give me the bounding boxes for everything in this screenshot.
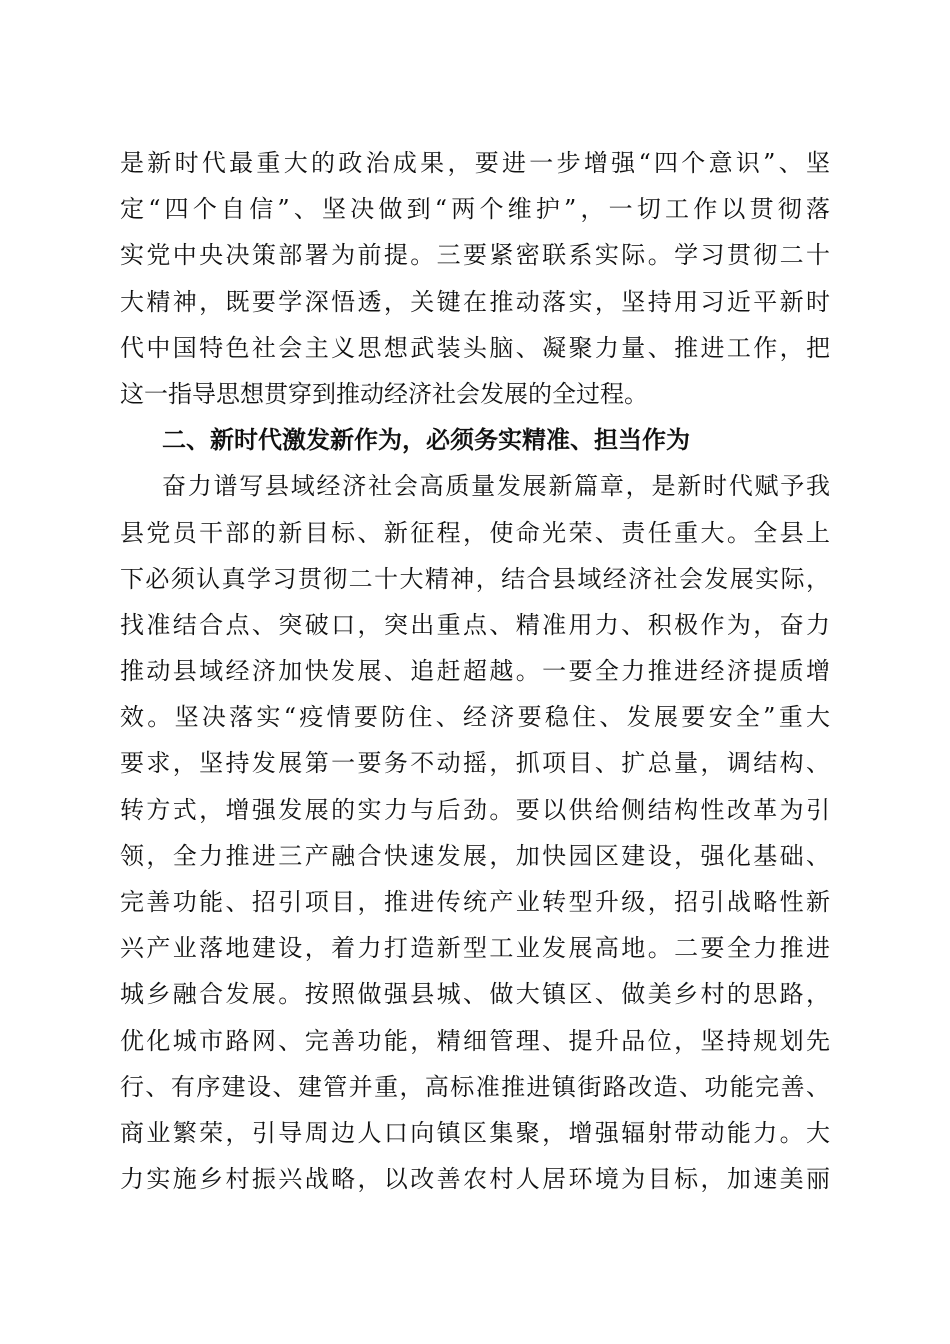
text-line: 领，全力推进三产融合快速发展，加快园区建设，强化基础、 bbox=[120, 841, 830, 870]
text-line: 要求，坚持发展第一要务不动摇，抓项目、扩总量，调结构、 bbox=[120, 749, 830, 778]
text-line: 定“四个自信”、坚决做到“两个维护”，一切工作以贯彻落 bbox=[120, 195, 830, 224]
section-paragraph bbox=[120, 463, 830, 1202]
text-line: 下必须认真学习贯彻二十大精神，结合县域经济社会发展实际， bbox=[120, 564, 830, 593]
section-heading: 二、新时代激发新作为，必须务实精准、担当作为 bbox=[162, 426, 690, 455]
text-line: 县党员干部的新目标、新征程，使命光荣、责任重大。全县上 bbox=[120, 518, 830, 547]
text-line: 转方式，增强发展的实力与后劲。要以供给侧结构性改革为引 bbox=[120, 795, 830, 824]
text-line: 代中国特色社会主义思想武装头脑、凝聚力量、推进工作，把 bbox=[120, 333, 830, 362]
text-line: 商业繁荣，引导周边人口向镇区集聚，增强辐射带动能力。大 bbox=[120, 1118, 830, 1147]
text-line: 大精神，既要学深悟透，关键在推动落实，坚持用习近平新时 bbox=[120, 287, 830, 316]
text-line: 力实施乡村振兴战略，以改善农村人居环境为目标，加速美丽 bbox=[120, 1165, 830, 1194]
text-line: 找准结合点、突破口，突出重点、精准用力、积极作为，奋力 bbox=[120, 610, 830, 639]
text-line: 推动县域经济加快发展、追赶超越。一要全力推进经济提质增 bbox=[120, 657, 830, 686]
text-line: 兴产业落地建设，着力打造新型工业发展高地。二要全力推进 bbox=[120, 934, 830, 963]
text-line: 完善功能、招引项目，推进传统产业转型升级，招引战略性新 bbox=[120, 888, 830, 916]
paragraph-continued bbox=[120, 140, 830, 417]
text-line: 是新时代最重大的政治成果，要进一步增强“四个意识”、坚 bbox=[120, 149, 830, 177]
text-line: 城乡融合发展。按照做强县城、做大镇区、做美乡村的思路， bbox=[120, 980, 830, 1009]
text-line: 行、有序建设、建管并重，高标准推进镇街路改造、功能完善、 bbox=[120, 1072, 830, 1101]
text-line: 实党中央决策部署为前提。三要紧密联系实际。学习贯彻二十 bbox=[120, 241, 830, 270]
document-page bbox=[120, 140, 830, 1202]
text-line: 效。坚决落实“疫情要防住、经济要稳住、发展要安全”重大 bbox=[120, 703, 830, 732]
text-line: 优化城市路网、完善功能，精细管理、提升品位，坚持规划先 bbox=[120, 1026, 830, 1055]
text-line: 这一指导思想贯穿到推动经济社会发展的全过程。 bbox=[120, 379, 648, 408]
text-line: 奋力谱写县域经济社会高质量发展新篇章，是新时代赋予我 bbox=[162, 472, 830, 501]
